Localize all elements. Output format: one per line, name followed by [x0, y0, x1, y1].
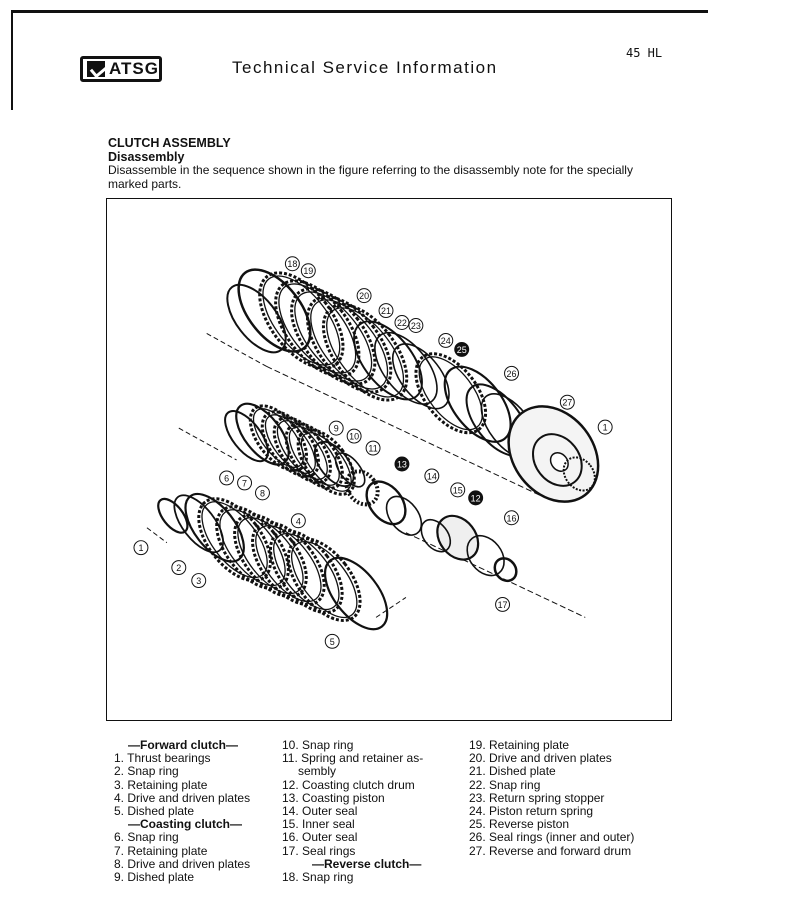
legend-column-1	[114, 739, 250, 884]
legend-item: 22. Snap ring	[469, 777, 541, 792]
callout-8-label: 8	[259, 488, 265, 499]
legend-item: 15. Inner seal	[282, 817, 355, 832]
callout-22-label: 22	[396, 318, 407, 329]
callout-18-label: 18	[287, 259, 298, 270]
callout-12-label: 12	[470, 493, 481, 504]
callout-14-label: 14	[426, 471, 437, 482]
legend-item: 3. Retaining plate	[114, 777, 208, 792]
top-rule	[12, 10, 708, 13]
section-subtitle: Disassembly	[108, 150, 185, 164]
callout-20-label: 20	[359, 291, 370, 302]
legend-item: 16. Outer seal	[282, 830, 358, 845]
exploded-diagram-svg	[107, 199, 671, 720]
legend-item: sembly	[298, 764, 337, 779]
callout-10-label: 10	[349, 431, 360, 442]
legend-item: 8. Drive and driven plates	[114, 856, 251, 871]
piston-return-spring-24	[402, 341, 499, 445]
legend-item: 27. Reverse and forward drum	[469, 843, 632, 858]
callout-13-label: 13	[396, 459, 407, 470]
page-number: 45 HL	[626, 46, 663, 60]
snap-ring-22	[363, 322, 449, 415]
legend-item: 2. Snap ring	[114, 764, 179, 779]
callout-7-label: 7	[242, 478, 248, 489]
legend-item: 25. Reverse piston	[469, 817, 570, 832]
legend-item: 26. Seal rings (inner and outer)	[469, 830, 635, 845]
callout-25-label: 25	[456, 344, 467, 355]
legend-item: 6. Snap ring	[114, 830, 179, 845]
intro-text: Disassemble in the sequence shown in the figure referring to the disassembly note for the specially marked parts.	[108, 163, 633, 191]
legend-column-3	[469, 739, 634, 858]
callout-4-label: 4	[295, 516, 301, 527]
legend-item: 24. Piston return spring	[469, 804, 594, 819]
legend-item: 14. Outer seal	[282, 804, 358, 819]
atsg-logo	[80, 56, 162, 82]
legend-item: 7. Retaining plate	[114, 843, 208, 858]
logo-text: ATSG	[109, 59, 159, 78]
legend-item: 21. Dished plate	[469, 764, 556, 779]
group-heading-forward: —Forward clutch—	[128, 738, 239, 752]
coasting-drum-12	[429, 508, 487, 568]
drive-driven-plate-20	[259, 266, 375, 391]
callout-26-label: 26	[506, 368, 517, 379]
callout-24-label: 24	[440, 335, 451, 346]
group-heading-coasting: —Coasting clutch—	[128, 817, 243, 832]
callout-23-label: 23	[410, 321, 421, 332]
left-rule	[11, 10, 13, 110]
centerline-bot	[376, 597, 406, 617]
legend-item: 23. Return spring stopper	[469, 790, 605, 805]
legend-item: 13. Coasting piston	[282, 790, 385, 805]
exploded-diagram	[106, 198, 672, 721]
callout-15-label: 15	[452, 485, 463, 496]
legend-item: 19. Retaining plate	[469, 738, 570, 752]
callout-17-label: 17	[497, 599, 508, 610]
legend-item: 18. Snap ring	[282, 870, 354, 885]
drive-driven-plate-4	[203, 494, 303, 601]
callout-9-label: 9	[333, 423, 339, 434]
callout-21-label: 21	[381, 306, 391, 317]
callout-1-label: 1	[138, 543, 144, 554]
legend-item: 12. Coasting clutch drum	[282, 777, 415, 792]
legend-item: 4. Drive and driven plates	[114, 790, 251, 805]
legend-item: 1. Thrust bearings	[114, 751, 211, 766]
legend-item: 11. Spring and retainer as-	[282, 751, 424, 766]
centerline-top	[207, 333, 267, 366]
legend-item: 17. Seal rings	[282, 843, 356, 858]
callout-11-label: 11	[368, 443, 378, 454]
callout-3-label: 3	[196, 576, 202, 587]
centerline-bot	[147, 528, 167, 543]
coasting-piston-13	[359, 474, 414, 531]
callout-1-right-label: 1	[602, 422, 608, 433]
callout-27-label: 27	[562, 397, 573, 408]
callout-2-label: 2	[176, 563, 182, 574]
checkmark-icon	[87, 61, 105, 77]
callout-16-label: 16	[506, 513, 517, 524]
callout-5-label: 5	[329, 636, 335, 647]
seal-rings-17	[490, 554, 520, 585]
legend-item: 9. Dished plate	[114, 870, 195, 885]
legend-column-2	[282, 739, 423, 884]
header-title: Technical Service Information	[232, 58, 498, 77]
section-title: CLUTCH ASSEMBLY	[108, 136, 231, 150]
group-heading-reverse: —Reverse clutch—	[312, 856, 422, 871]
legend-item: 10. Snap ring	[282, 738, 354, 752]
callout-6-label: 6	[224, 473, 230, 484]
legend-item: 5. Dished plate	[114, 804, 195, 819]
callout-19-label: 19	[303, 266, 314, 277]
legend-item: 20. Drive and driven plates	[469, 751, 612, 766]
